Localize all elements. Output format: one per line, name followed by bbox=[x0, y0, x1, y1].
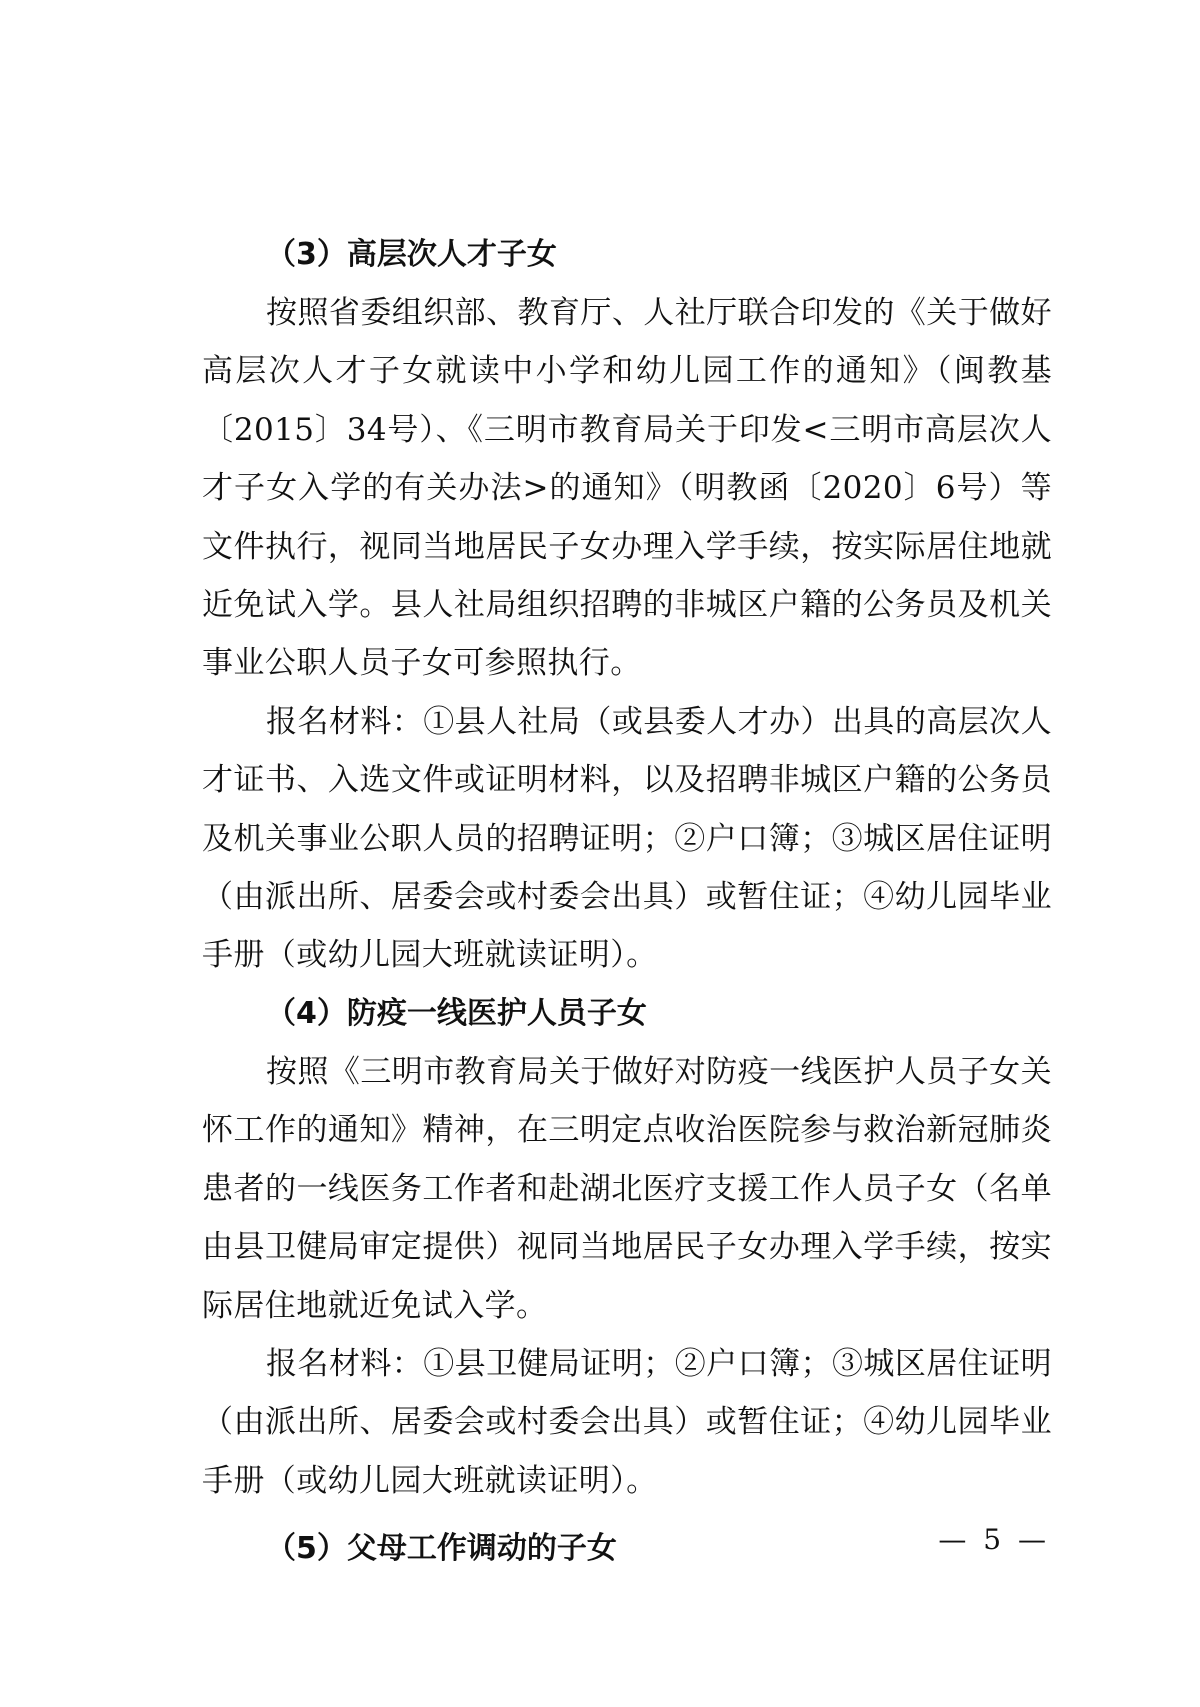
section-4-paragraph-1: 按照《三明市教育局关于做好对防疫一线医护人员子女关怀工作的通知》精神，在三明定点收治医院参与救治新冠肺炎患者的一线医务工作者和赴湖北医疗支援工作人员子女（名单由县卫健局审定提供）视同当地居民子女办理入学手续，按实际居住地就近免试入学。 bbox=[202, 1053, 1052, 1324]
spacer bbox=[202, 1510, 1052, 1520]
document-body bbox=[202, 226, 1052, 1578]
section-3-paragraph-1: 按照省委组织部、教育厅、人社厅联合印发的《关于做好高层次人才子女就读中小学和幼儿园工作的通知》（闽教基〔2015〕34号）、《三明市教育局关于印发<三明市高层次人才子女入学的有关办法>的通知》（明教函〔2020〕6号）等文件执行，视同当地居民子女办理入学手续，按实际居住地就近免试入学。县人社局组织招聘的非城区户籍的公务员及机关事业公职人员子女可参照执行。 bbox=[202, 295, 1052, 682]
section-heading-3: （3）高层次人才子女 bbox=[266, 237, 557, 272]
section-heading-4: （4）防疫一线医护人员子女 bbox=[266, 995, 647, 1031]
section-4-materials: 报名材料：①县卫健局证明；②户口簿；③城区居住证明（由派出所、居委会或村委会出具）或暂住证；④幼儿园毕业手册（或幼儿园大班就读证明）。 bbox=[202, 1345, 1052, 1499]
section-heading-5: （5）父母工作调动的子女 bbox=[266, 1531, 617, 1567]
page-number: — 5 — bbox=[938, 1523, 1050, 1556]
section-3-materials: 报名材料：①县人社局（或县委人才办）出具的高层次人才证书、入选文件或证明材料，以及招聘非城区户籍的公务员及机关事业公职人员的招聘证明；②户口簿；③城区居住证明（由派出所、居委会或村委会出具）或暂住证；④幼儿园毕业手册（或幼儿园大班就读证明）。 bbox=[202, 703, 1052, 974]
